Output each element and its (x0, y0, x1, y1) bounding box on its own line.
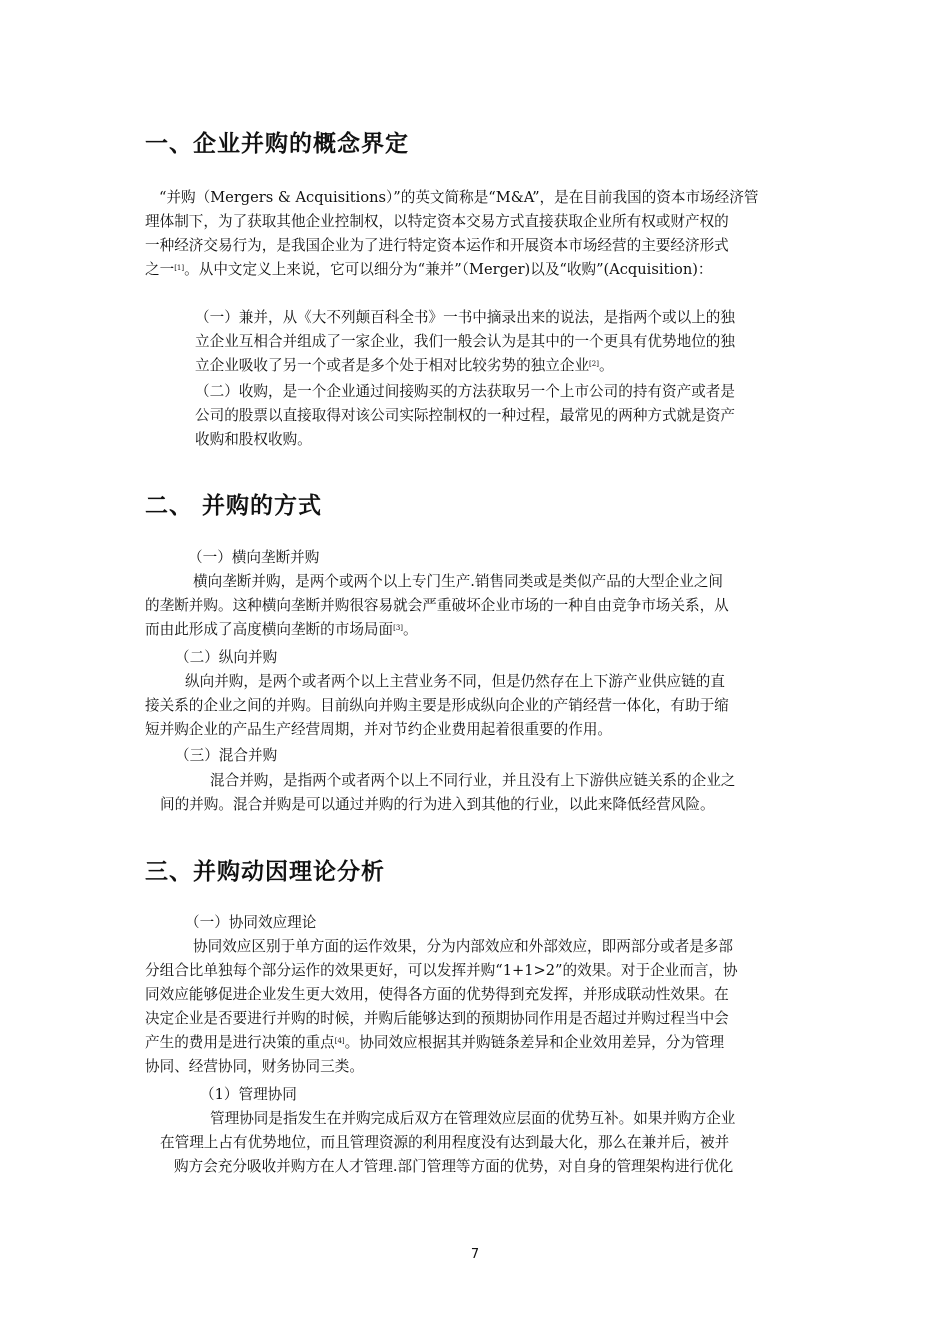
text-line: 横向垄断并购，是两个或两个以上专门生产.销售同类或是类似产品的大型企业之间 (193, 573, 724, 590)
text-run: 。从中文定义上来说，它可以细分为“兼并”（Merger)以及“收购”(Acquisition)： (184, 261, 713, 278)
paragraph-acquisition (195, 380, 810, 452)
subheading-mixed: （三）混合并购 (175, 747, 278, 764)
text-line: 立企业互相合并组成了一家企业，我们一般会认为是其中的一个更具有优势地位的独 (195, 333, 735, 350)
text-run: 。协同效应根据其并购链条差异和企业效用差异，分为管理 (344, 1034, 725, 1051)
section-heading-2: 二、 并购的方式 (145, 493, 323, 519)
section-heading-3: 三、并购动因理论分析 (145, 859, 385, 885)
text-line: 理体制下，为了获取其他企业控制权，以特定资本交易方式直接获取企业所有权或财产权的 (145, 213, 729, 230)
subheading-horizontal: （一）横向垄断并购 (188, 549, 320, 566)
text-line: 决定企业是否要进行并购的时候，并购后能够达到的预期协同作用是否超过并购过程当中会 (145, 1010, 729, 1027)
subheading-management-synergy: （1）管理协同 (200, 1086, 297, 1103)
text-line: 间的并购。混合并购是可以通过并购的行为进入到其他的行业，以此来降低经营风险。 (160, 796, 715, 813)
text-line: 接关系的企业之间的并购。目前纵向并购主要是形成纵向企业的产销经营一体化，有助于缩 (145, 697, 729, 714)
text-line: （二）收购，是一个企业通过间接购买的方法获取另一个上市公司的持有资产或者是 (195, 383, 735, 400)
text-line: （一）兼并，从《大不列颠百科全书》一书中摘录出来的说法，是指两个或以上的独 (195, 309, 735, 326)
text-run: 。 (403, 621, 418, 638)
text-line (145, 618, 810, 642)
paragraph-vertical (145, 670, 810, 742)
text-run: 之一 (145, 261, 175, 278)
citation-ref: [1] (174, 264, 185, 272)
text-line (145, 258, 810, 282)
text-line: 一种经济交易行为，是我国企业为了进行特定资本运作和开展资本市场经营的主要经济形式 (145, 237, 729, 254)
text-line: 混合并购，是指两个或者两个以上不同行业，并且没有上下游供应链关系的企业之 (210, 772, 736, 789)
text-line (145, 1031, 810, 1055)
text-line: 在管理上占有优势地位，而且管理资源的利用程度没有达到最大化，那么在兼并后，被并 (160, 1134, 730, 1151)
citation-ref: [4] (334, 1037, 345, 1045)
text-line: 短并购企业的产品生产经营周期，并对节约企业费用起着很重要的作用。 (145, 721, 613, 738)
subheading-synergy: （一）协同效应理论 (185, 914, 317, 931)
text-line: 协同、经营协同，财务协同三类。 (145, 1058, 364, 1075)
paragraph-definition (145, 186, 810, 282)
text-line (195, 354, 810, 378)
paragraph-management-synergy (160, 1107, 810, 1179)
text-line: “并购（Mergers & Acquisitions）”的英文简称是“M&A”，是在目前我国的资本市场经济管 (159, 189, 759, 206)
text-line: 公司的股票以直接取得对该公司实际控制权的一种过程，最常见的两种方式就是资产 (195, 407, 735, 424)
text-line: 购方会充分吸收并购方在人才管理.部门管理等方面的优势，对自身的管理架构进行优化 (174, 1158, 734, 1175)
text-line: 管理协同是指发生在并购完成后双方在管理效应层面的优势互补。如果并购方企业 (210, 1110, 736, 1127)
paragraph-synergy (145, 935, 810, 1079)
text-line: 协同效应区别于单方面的运作效果，分为内部效应和外部效应，即两部分或者是多部 (193, 938, 733, 955)
paragraph-mixed (160, 769, 810, 817)
text-line: 纵向并购，是两个或者两个以上主营业务不同，但是仍然存在上下游产业供应链的直 (185, 673, 725, 690)
text-line: 分组合比单独每个部分运作的效果更好，可以发挥并购“1+1>2”的效果。对于企业而言，协 (145, 962, 738, 979)
text-run: 立企业吸收了另一个或者是多个处于相对比较劣势的独立企业 (195, 357, 590, 374)
text-line: 收购和股权收购。 (195, 431, 312, 448)
text-run: 。 (598, 357, 614, 374)
text-run: 而由此形成了高度横向垄断的市场局面 (145, 621, 394, 638)
section-heading-1: 一、企业并购的概念界定 (145, 131, 409, 157)
subheading-vertical: （二）纵向并购 (175, 649, 278, 666)
page-number: 7 (470, 1247, 480, 1262)
text-run: 产生的费用是进行决策的重点 (145, 1034, 335, 1051)
citation-ref: [2] (589, 360, 599, 368)
paragraph-merger (195, 306, 810, 378)
text-line: 同效应能够促进企业发生更大效用，使得各方面的优势得到充发挥，并形成联动性效果。在 (145, 986, 729, 1003)
citation-ref: [3] (393, 624, 404, 632)
text-line: 的垄断并购。这种横向垄断并购很容易就会严重破坏企业市场的一种自由竞争市场关系，从 (145, 597, 729, 614)
paragraph-horizontal (145, 570, 810, 642)
